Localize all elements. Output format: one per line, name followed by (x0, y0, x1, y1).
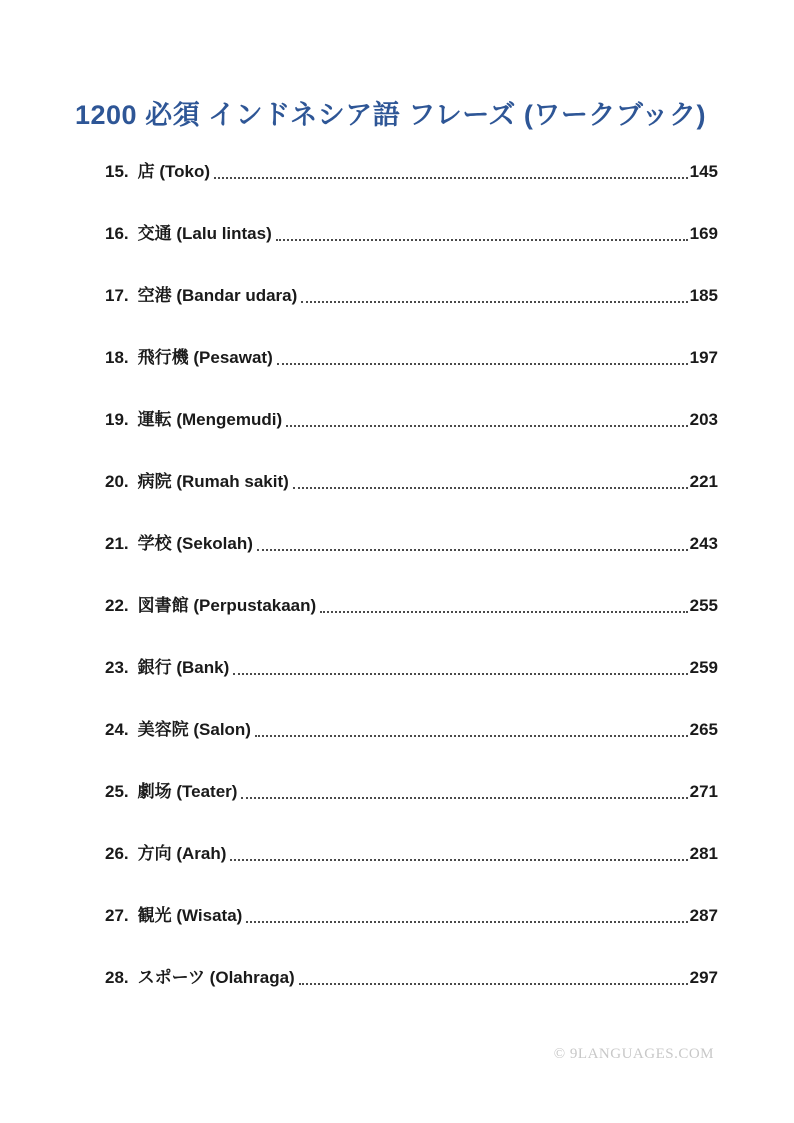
toc-entry[interactable] (105, 905, 718, 927)
toc-entry-number: 27. (105, 906, 129, 925)
toc-entry-label: 方向 (Arah) (137, 844, 227, 863)
toc-entry[interactable] (105, 967, 718, 989)
toc-entry-label: 劇场 (Teater) (137, 782, 238, 801)
toc-entry[interactable] (105, 409, 718, 431)
dot-leader (320, 611, 687, 613)
toc-entry[interactable] (105, 161, 718, 183)
dot-leader (293, 487, 688, 489)
toc-entry-label: 図書館 (Perpustakaan) (137, 596, 317, 615)
toc-entry-number: 22. (105, 596, 129, 615)
toc-entry-number: 20. (105, 472, 129, 491)
toc-entry-page: 243 (689, 534, 718, 553)
toc-entry[interactable] (105, 471, 718, 493)
toc-entry-label: 学校 (Sekolah) (137, 534, 253, 553)
toc-entry-label: 空港 (Bandar udara) (137, 286, 298, 305)
toc-entry-label: 運転 (Mengemudi) (137, 410, 283, 429)
toc-entry-page: 197 (689, 348, 718, 367)
footer-copyright: © 9LANGUAGES.COM (553, 1046, 714, 1062)
toc-entry-number: 28. (105, 968, 129, 987)
toc-entry-number: 15. (105, 162, 129, 181)
toc-entry-label: 銀行 (Bank) (137, 658, 230, 677)
toc-entry-page: 221 (689, 472, 718, 491)
toc-entry[interactable] (105, 595, 718, 617)
toc-entry-number: 16. (105, 224, 129, 243)
toc-entry[interactable] (105, 285, 718, 307)
toc-list (105, 161, 718, 1029)
toc-entry[interactable] (105, 533, 718, 555)
toc-entry-label: 店 (Toko) (137, 162, 211, 181)
toc-entry[interactable] (105, 657, 718, 679)
dot-leader (301, 301, 687, 303)
toc-entry-label: スポーツ (Olahraga) (137, 968, 295, 987)
dot-leader (277, 363, 688, 365)
toc-entry[interactable] (105, 843, 718, 865)
toc-entry-number: 17. (105, 286, 129, 305)
toc-entry[interactable] (105, 223, 718, 245)
dot-leader (230, 859, 687, 861)
toc-entry-number: 25. (105, 782, 129, 801)
toc-entry-page: 271 (689, 782, 718, 801)
dot-leader (214, 177, 688, 179)
dot-leader (286, 425, 687, 427)
dot-leader (299, 983, 688, 985)
toc-entry[interactable] (105, 719, 718, 741)
toc-entry-page: 169 (689, 224, 718, 243)
toc-entry-label: 美容院 (Salon) (137, 720, 251, 739)
dot-leader (233, 673, 687, 675)
dot-leader (255, 735, 688, 737)
toc-entry-label: 観光 (Wisata) (137, 906, 243, 925)
toc-entry-page: 255 (689, 596, 718, 615)
dot-leader (241, 797, 687, 799)
toc-entry-label: 飛行機 (Pesawat) (137, 348, 273, 367)
toc-entry-page: 145 (689, 162, 718, 181)
toc-entry-number: 26. (105, 844, 129, 863)
toc-entry[interactable] (105, 781, 718, 803)
toc-entry-number: 18. (105, 348, 129, 367)
toc-entry-number: 24. (105, 720, 129, 739)
page-title: 1200 必須 インドネシア語 フレーズ (ワークブック) (75, 100, 706, 131)
toc-entry-page: 203 (689, 410, 718, 429)
toc-entry-page: 265 (689, 720, 718, 739)
toc-entry-page: 185 (689, 286, 718, 305)
toc-entry-page: 259 (689, 658, 718, 677)
toc-entry-page: 281 (689, 844, 718, 863)
toc-entry-label: 交通 (Lalu lintas) (137, 224, 272, 243)
toc-entry-number: 21. (105, 534, 129, 553)
toc-entry-page: 287 (689, 906, 718, 925)
dot-leader (276, 239, 688, 241)
toc-entry[interactable] (105, 347, 718, 369)
dot-leader (246, 921, 687, 923)
toc-entry-number: 19. (105, 410, 129, 429)
dot-leader (257, 549, 688, 551)
toc-entry-page: 297 (689, 968, 718, 987)
toc-entry-number: 23. (105, 658, 129, 677)
toc-entry-label: 病院 (Rumah sakit) (137, 472, 289, 491)
